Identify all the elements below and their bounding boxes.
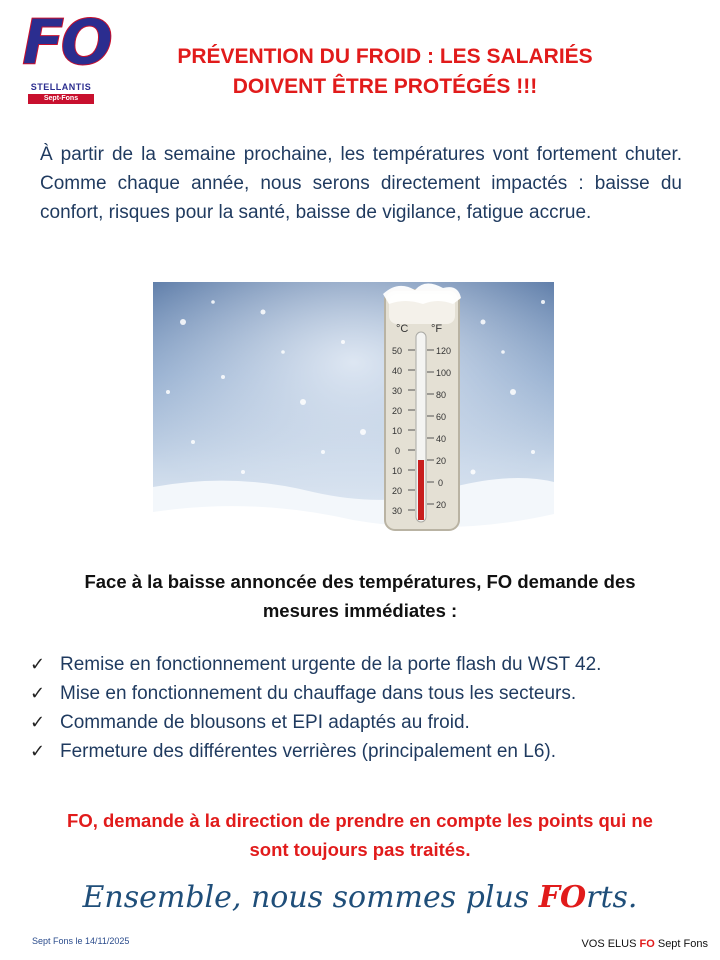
demand-heading: [30, 567, 690, 625]
logo-brand: STELLANTIS: [30, 82, 92, 92]
c-tick: 20: [392, 486, 403, 496]
checkmark-icon: ✓: [30, 654, 46, 674]
demand-line-2: mesures immédiates :: [262, 600, 458, 621]
f-tick: 20: [436, 456, 447, 466]
list-item: [30, 737, 710, 766]
logo-site: Sept-Fons: [28, 94, 94, 104]
slogan-highlight: FO: [538, 880, 587, 915]
list-item-text: Fermeture des différentes verrières (principalement en L6).: [60, 741, 556, 762]
f-tick: 0: [438, 478, 444, 488]
c-tick: 0: [395, 446, 401, 456]
f-tick: 20: [436, 500, 447, 510]
document-date: Sept Fons le 14/11/2025: [32, 936, 130, 946]
title-line-1: PRÉVENTION DU FROID : LES SALARIÉS: [177, 45, 593, 68]
c-tick: 50: [392, 346, 403, 356]
demand-list: [30, 650, 710, 766]
c-tick: 40: [392, 366, 403, 376]
f-tick: 60: [436, 412, 447, 422]
intro-paragraph: À partir de la semaine prochaine, les températures vont fortement chuter. Comme chaque année, nous serons directement impactés : baisse du confort, risques pour la santé, baisse de vigilance, fatigue accrue.: [40, 144, 682, 223]
f-tick: 100: [436, 368, 452, 378]
checkmark-icon: ✓: [30, 683, 46, 703]
list-item-text: Remise en fonctionnement urgente de la porte flash du WST 42.: [60, 654, 602, 675]
list-item: [30, 708, 710, 737]
title-line-2: DOIVENT ÊTRE PROTÉGÉS !!!: [232, 75, 538, 98]
footer-part-2: Sept Fons: [654, 938, 708, 950]
thermometer-illustration: [153, 282, 554, 550]
c-tick: 30: [392, 386, 403, 396]
list-item: [30, 650, 710, 679]
f-tick: 80: [436, 390, 447, 400]
thermometer-snow-photo: [153, 282, 554, 550]
logo-fo-text: FO: [22, 6, 110, 79]
closing-line-2: sont toujours pas traités.: [249, 839, 471, 860]
list-item-text: Commande de blousons et EPI adaptés au froid.: [60, 712, 470, 733]
footer-signature: [581, 938, 708, 950]
slogan-part-1: Ensemble, nous sommes plus: [82, 880, 539, 915]
c-tick: 10: [392, 426, 403, 436]
demand-line-1: Face à la baisse annoncée des températures, FO demande des: [84, 571, 636, 592]
checkmark-icon: ✓: [30, 741, 46, 761]
slogan: [0, 880, 720, 915]
list-item: [30, 679, 710, 708]
c-tick: 10: [392, 466, 403, 476]
closing-line-1: FO, demande à la direction de prendre en compte les points qui ne: [67, 810, 653, 831]
checkmark-icon: ✓: [30, 712, 46, 732]
c-tick: 20: [392, 406, 403, 416]
fahrenheit-label: °F: [431, 323, 443, 335]
footer-part-1: VOS ELUS: [581, 938, 640, 950]
fo-logo: [22, 6, 110, 106]
page-title: [120, 42, 650, 102]
list-item-text: Mise en fonctionnement du chauffage dans tous les secteurs.: [60, 683, 577, 704]
closing-statement: [20, 806, 700, 864]
slogan-part-2: rts.: [586, 880, 638, 915]
f-tick: 120: [436, 346, 452, 356]
celsius-label: °C: [396, 323, 409, 335]
f-tick: 40: [436, 434, 447, 444]
c-tick: 30: [392, 506, 403, 516]
footer-highlight: FO: [639, 938, 655, 950]
